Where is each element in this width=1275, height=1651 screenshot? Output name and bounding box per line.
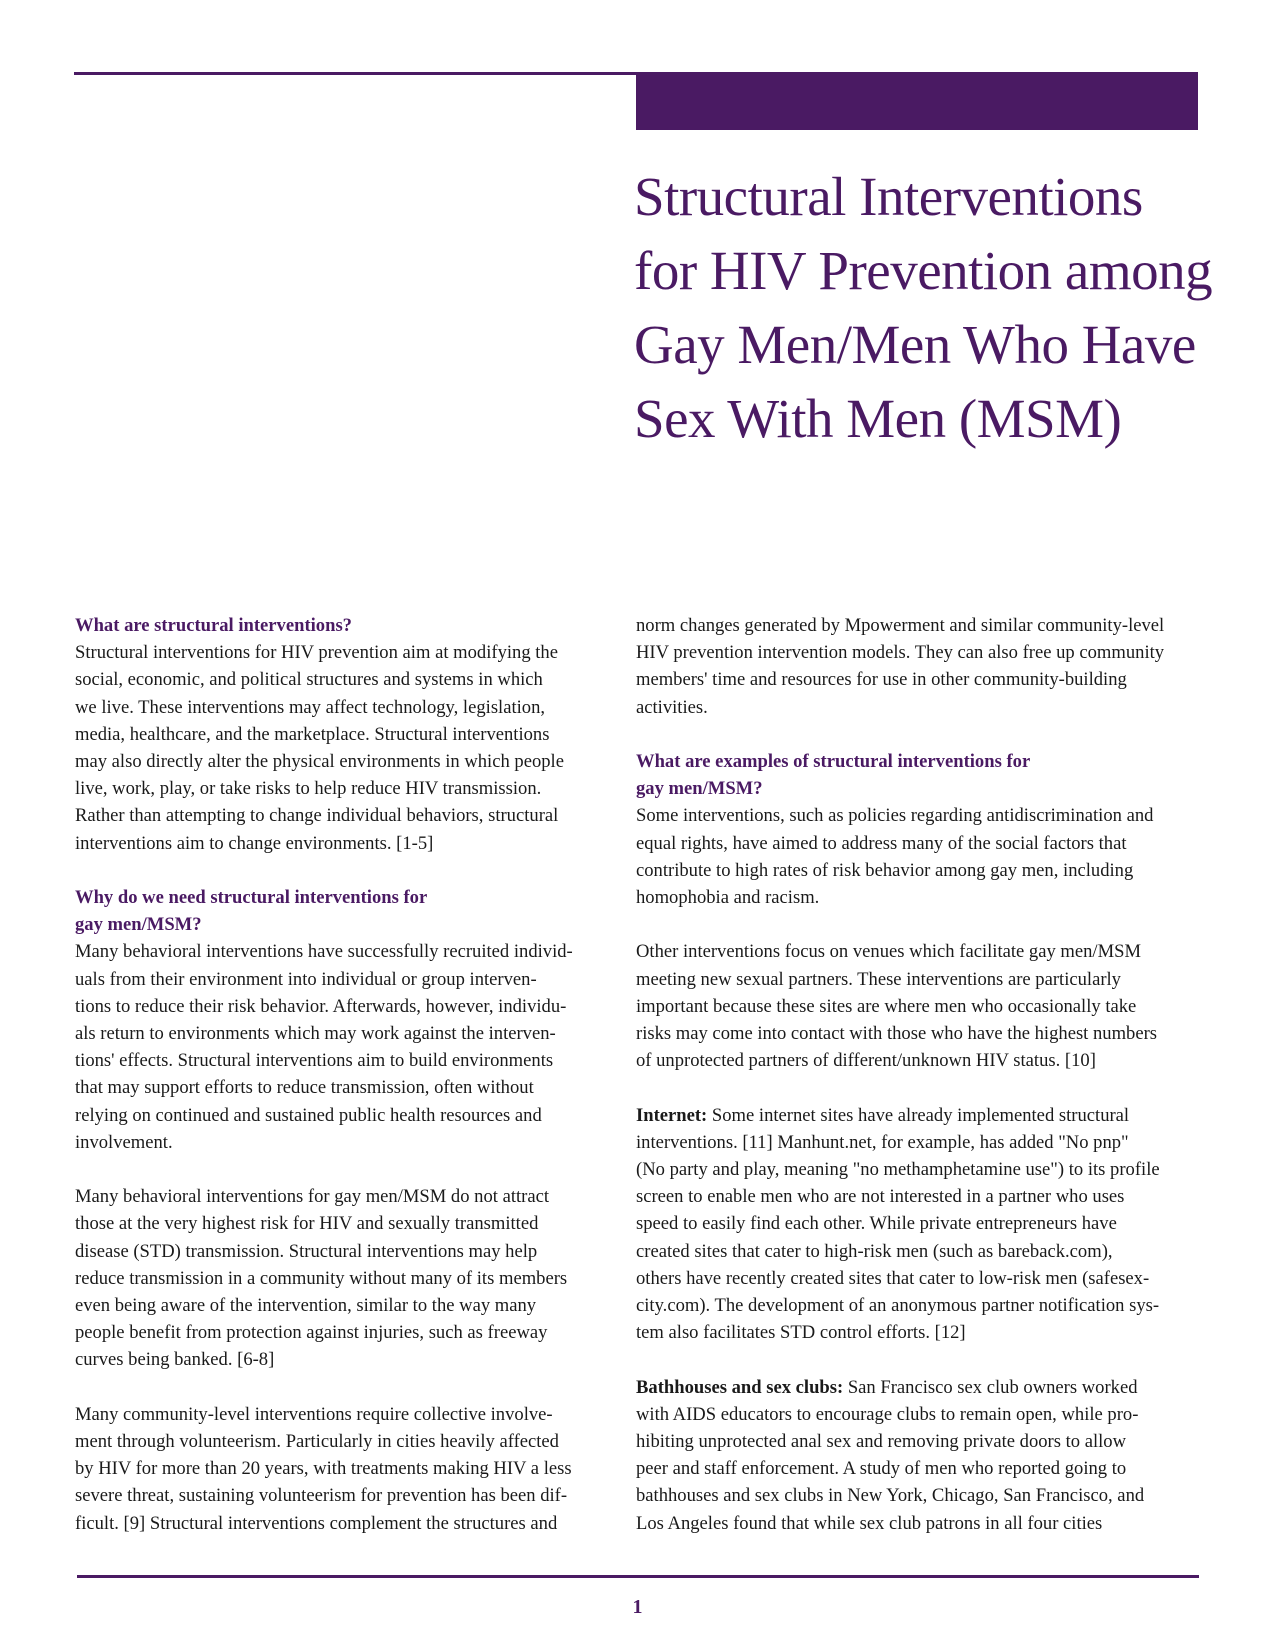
text-line: What are examples of structural interventions for bbox=[636, 751, 1031, 772]
text-line: severe threat, sustaining volunteerism for prevention has been dif- bbox=[75, 1485, 568, 1507]
title-color-bar bbox=[636, 72, 1198, 130]
text-line: Structural interventions for HIV prevention aim at modifying the bbox=[75, 642, 558, 664]
right-column bbox=[636, 612, 1184, 1537]
section-heading-why-need bbox=[75, 884, 623, 938]
bottom-rule bbox=[77, 1575, 1199, 1578]
paragraph bbox=[75, 639, 623, 857]
text-line: gay men/MSM? bbox=[75, 914, 202, 936]
paragraph bbox=[636, 802, 1184, 911]
text-line: ment through volunteerism. Particularly in cities heavily affected bbox=[75, 1431, 559, 1453]
text-line: bathhouses and sex clubs in New York, Chicago, San Francisco, and bbox=[636, 1485, 1145, 1507]
text-line: that may support efforts to reduce transmission, often without bbox=[75, 1077, 534, 1099]
text-line: activities. bbox=[636, 696, 708, 718]
text-line: created sites that cater to high-risk men (such as bareback.com), bbox=[636, 1240, 1113, 1262]
text-line: (No party and play, meaning "no methamphetamine use") to its profile bbox=[636, 1159, 1160, 1181]
text-line: HIV prevention intervention models. They can also free up community bbox=[636, 642, 1165, 664]
text-line: Rather than attempting to change individual behaviors, structural bbox=[75, 805, 559, 827]
text-line: tem also facilitates STD control efforts. [12] bbox=[636, 1322, 966, 1344]
text-line: reduce transmission in a community without many of its members bbox=[75, 1267, 568, 1289]
text-line: meeting new sexual partners. These interventions are particularly bbox=[636, 968, 1121, 990]
paragraph-internet: Internet: Some internet sites have already implemented structural interventions. [11] Manhunt.net, for example, has added "No pnp" (No party and play, meaning "no methamphetamine use") to its profile screen to enable men who are not interested in a partner who uses speed to easily find each other. While private entrepreneurs have created sites that cater to high-risk men (such as bareback.com), others have recently created sites that cater to low-risk men (safesex- city.com). The development of an anonymous partner notification sys- tem also facilitates STD control efforts. [12] bbox=[636, 1102, 1184, 1347]
text-line: norm changes generated by Mpowerment and similar community-level bbox=[636, 615, 1165, 636]
title-line: Gay Men/Men Who Have bbox=[634, 314, 1196, 375]
text-line: live, work, play, or take risks to help reduce HIV transmission. bbox=[75, 778, 542, 800]
text-line: Other interventions focus on venues which facilitate gay men/MSM bbox=[636, 941, 1142, 963]
paragraph bbox=[636, 612, 1184, 721]
text-line: with AIDS educators to encourage clubs to remain open, while pro- bbox=[636, 1403, 1139, 1425]
text-line: uals from their environment into individual or group interven- bbox=[75, 968, 537, 990]
text-line: people benefit from protection against injuries, such as freeway bbox=[75, 1322, 548, 1344]
text-line: screen to enable men who are not interested in a partner who uses bbox=[636, 1186, 1125, 1208]
title-line: for HIV Prevention among bbox=[634, 240, 1213, 301]
text-line: Many community-level interventions require collective involve- bbox=[75, 1403, 553, 1425]
text-line: Many behavioral interventions for gay men/MSM do not attract bbox=[75, 1186, 550, 1208]
text-line: peer and staff enforcement. A study of men who reported going to bbox=[636, 1458, 1127, 1480]
text-line: risks may come into contact with those who have the highest numbers bbox=[636, 1023, 1158, 1045]
title-line: Sex With Men (MSM) bbox=[634, 388, 1122, 449]
text-line: tions' effects. Structural interventions aim to build environments bbox=[75, 1050, 554, 1072]
paragraph bbox=[75, 1183, 623, 1373]
section-heading-what-are: What are structural interventions? bbox=[75, 615, 352, 636]
text-line: media, healthcare, and the marketplace. Structural interventions bbox=[75, 723, 550, 745]
page-number: 1 bbox=[632, 1596, 643, 1618]
text-line: contribute to high rates of risk behavior among gay men, including bbox=[636, 859, 1134, 881]
text-line: we live. These interventions may affect technology, legislation, bbox=[75, 696, 546, 718]
text-line: equal rights, have aimed to address many of the social factors that bbox=[636, 832, 1127, 854]
text-line: relying on continued and sustained public health resources and bbox=[75, 1104, 542, 1126]
text-line: interventions aim to change environments. [1-5] bbox=[75, 832, 434, 854]
text-line: speed to easily find each other. While private entrepreneurs have bbox=[636, 1213, 1117, 1235]
text-line: Why do we need structural interventions for bbox=[75, 887, 428, 909]
text-line: Some interventions, such as policies regarding antidiscrimination and bbox=[636, 805, 1154, 827]
paragraph-bathhouses: Bathhouses and sex clubs: San Francisco sex club owners worked with AIDS educators to encourage clubs to remain open, while pro- hibiting unprotected anal sex and removing private doors to allow peer and staff enforcement. A study of men who reported going to bathhouses and sex clubs in New York, Chicago, San Francisco, and Los Angeles found that while sex club patrons in all four cities bbox=[636, 1374, 1184, 1537]
paragraph bbox=[75, 938, 623, 1156]
text-line: others have recently created sites that cater to low-risk men (safesex- bbox=[636, 1267, 1150, 1289]
text-line: even being aware of the intervention, similar to the way many bbox=[75, 1295, 537, 1317]
text-line: may also directly alter the physical environments in which people bbox=[75, 751, 564, 773]
paragraph bbox=[636, 938, 1184, 1074]
text-line: curves being banked. [6-8] bbox=[75, 1349, 275, 1371]
text-line: those at the very highest risk for HIV and sexually transmitted bbox=[75, 1213, 539, 1235]
runin-heading-bathhouses: Bathhouses and sex clubs: bbox=[636, 1376, 844, 1398]
text-line: gay men/MSM? bbox=[636, 778, 763, 800]
text-line: homophobia and racism. bbox=[636, 887, 820, 909]
text-line: Many behavioral interventions have successfully recruited individ- bbox=[75, 941, 573, 963]
text-line: involvement. bbox=[75, 1131, 173, 1153]
text-line: hibiting unprotected anal sex and removing private doors to allow bbox=[636, 1431, 1127, 1453]
text-line: ficult. [9] Structural interventions complement the structures and bbox=[75, 1512, 558, 1534]
paragraph bbox=[75, 1401, 623, 1537]
text-line: social, economic, and political structures and systems in which bbox=[75, 669, 543, 691]
runin-heading-internet: Internet: bbox=[636, 1104, 708, 1126]
document-title bbox=[634, 160, 1213, 456]
title-line: Structural Interventions bbox=[634, 166, 1143, 227]
text-line: als return to environments which may work against the interven- bbox=[75, 1023, 556, 1045]
text-line: important because these sites are where men who occasionally take bbox=[636, 995, 1137, 1017]
text-line: of unprotected partners of different/unknown HIV status. [10] bbox=[636, 1050, 1096, 1072]
left-column bbox=[75, 612, 623, 1537]
text-line: disease (STD) transmission. Structural interventions may help bbox=[75, 1240, 538, 1262]
text-line: by HIV for more than 20 years, with treatments making HIV a less bbox=[75, 1458, 572, 1480]
text-line: Los Angeles found that while sex club patrons in all four cities bbox=[636, 1512, 1103, 1534]
text-line: city.com). The development of an anonymous partner notification sys- bbox=[636, 1295, 1160, 1317]
section-heading-examples bbox=[636, 748, 1184, 802]
text-line: tions to reduce their risk behavior. Afterwards, however, individu- bbox=[75, 995, 567, 1017]
text-line: members' time and resources for use in other community-building bbox=[636, 669, 1127, 691]
text-line: interventions. [11] Manhunt.net, for example, has added "No pnp" bbox=[636, 1131, 1129, 1153]
